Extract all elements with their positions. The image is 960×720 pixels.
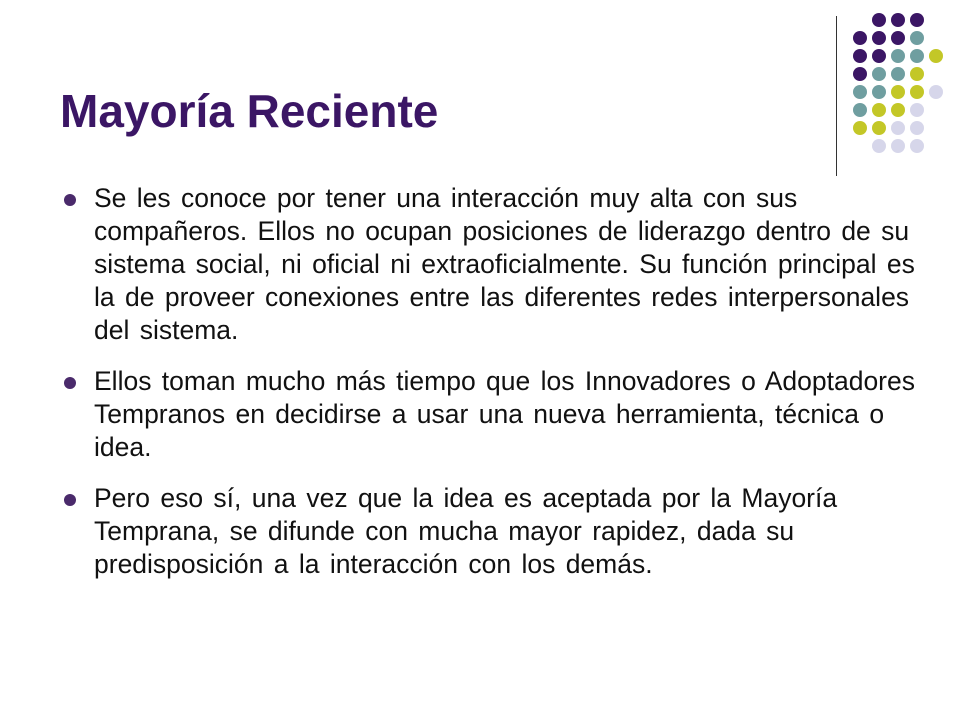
decorative-dot [853, 67, 867, 81]
bullet-text: Ellos toman mucho más tiempo que los Innovadores o Adoptadores Tempranos en decidirse a usar una nueva herramienta, técnica o idea. [94, 366, 915, 462]
decorative-dot [910, 139, 924, 153]
decorative-dot [910, 121, 924, 135]
decorative-dot [872, 85, 886, 99]
slide-title: Mayoría Reciente [60, 85, 439, 137]
decorative-dot [910, 85, 924, 99]
decorative-dot [891, 49, 905, 63]
decorative-dot [891, 121, 905, 135]
decorative-dot [872, 139, 886, 153]
bullet-item [60, 482, 920, 581]
bullet-text: Se les conoce por tener una interacción muy alta con sus compañeros. Ellos no ocupan posiciones de liderazgo dentro de su sistema social, ni oficial ni extraoficialmente. Su función principal es la de proveer conexiones entre las diferentes redes interpersonales del sistema. [94, 183, 915, 345]
decorative-dot [853, 85, 867, 99]
decorative-dot [891, 31, 905, 45]
decorative-dot [853, 121, 867, 135]
bullet-dot-icon [64, 194, 76, 206]
decorative-dot [853, 49, 867, 63]
decorative-dot [891, 103, 905, 117]
decorative-dot [929, 49, 943, 63]
decorative-dot [872, 67, 886, 81]
decorative-dot [872, 121, 886, 135]
bullet-item [60, 365, 920, 464]
bullet-item [60, 182, 920, 347]
bullet-dot-icon [64, 377, 76, 389]
bullet-text: Pero eso sí, una vez que la idea es aceptada por la Mayoría Temprana, se difunde con mucha mayor rapidez, dada su predisposición a la interacción con los demás. [94, 483, 838, 579]
decorative-dot [853, 31, 867, 45]
decorative-dot [891, 67, 905, 81]
decorative-dot [872, 49, 886, 63]
bullet-dot-icon [64, 494, 76, 506]
decorative-dot [872, 31, 886, 45]
decorative-dot [853, 103, 867, 117]
decorative-dot [910, 49, 924, 63]
decorative-vertical-line [836, 16, 837, 176]
decorative-dot [910, 67, 924, 81]
decorative-dot [891, 85, 905, 99]
decorative-dot [872, 103, 886, 117]
decorative-dot [910, 103, 924, 117]
decorative-dot [910, 13, 924, 27]
decorative-dot-grid [0, 0, 960, 180]
decorative-dot [891, 139, 905, 153]
decorative-dot [929, 85, 943, 99]
decorative-dot [872, 13, 886, 27]
decorative-dot [910, 31, 924, 45]
bullet-list [60, 182, 920, 599]
decorative-dot [891, 13, 905, 27]
